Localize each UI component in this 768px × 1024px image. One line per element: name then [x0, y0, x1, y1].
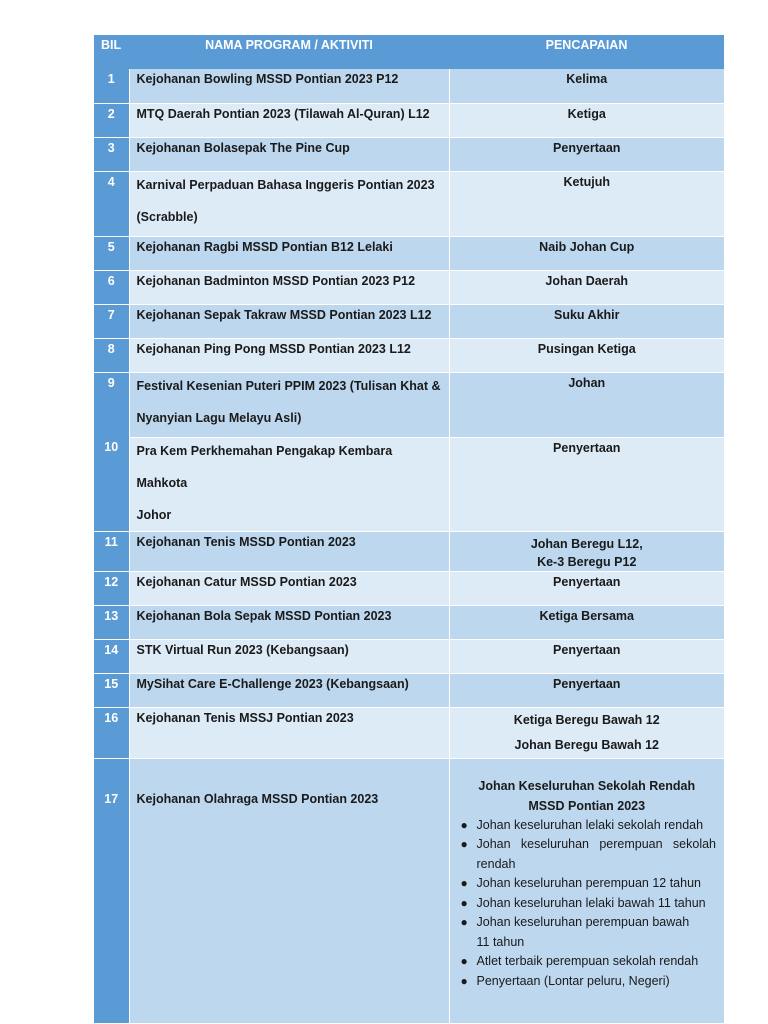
achievement: Suku Akhir	[449, 304, 724, 338]
row-number: 10	[94, 437, 129, 531]
bullet-text: Johan keseluruhan perempuan sekolah rendah	[476, 837, 716, 871]
achievement: Ketiga Bersama	[449, 605, 724, 639]
program-name: Kejohanan Sepak Takraw MSSD Pontian 2023 L12	[129, 304, 449, 338]
achievement: Johan	[449, 372, 724, 437]
table-row	[94, 639, 724, 673]
achievement-table	[94, 35, 724, 1024]
achievement: Penyertaan	[449, 437, 724, 531]
row-number: 3	[94, 137, 129, 171]
achievement: Johan Daerah	[449, 270, 724, 304]
row-number: 7	[94, 304, 129, 338]
table-header	[94, 35, 724, 69]
table-row	[94, 673, 724, 707]
program-name-line: Pra Kem Perkhemahan Pengakap Kembara Mahkota	[136, 443, 393, 490]
achievement-line: Johan Beregu Bawah 12	[514, 737, 659, 752]
table-row	[94, 69, 724, 103]
program-name	[129, 372, 449, 437]
row-number: 15	[94, 673, 129, 707]
achievement-title-line: Johan Keseluruhan Sekolah Rendah	[478, 778, 696, 793]
achievement-line: Johan Beregu L12,	[530, 536, 643, 551]
bullet-icon: ●	[460, 876, 468, 890]
program-name: Kejohanan Bowling MSSD Pontian 2023 P12	[129, 69, 449, 103]
table-row	[94, 531, 724, 571]
table-row	[94, 137, 724, 171]
table-row	[94, 605, 724, 639]
table-row	[94, 437, 724, 531]
program-name: Kejohanan Catur MSSD Pontian 2023	[129, 571, 449, 605]
row-number: 1	[94, 69, 129, 103]
row-number: 4	[94, 171, 129, 236]
achievement-title	[458, 776, 717, 816]
program-name-line: Karnival Perpaduan Bahasa Inggeris Pontian 2023	[136, 177, 435, 192]
row-number: 12	[94, 571, 129, 605]
achievement: Ketujuh	[449, 171, 724, 236]
row-number: 2	[94, 103, 129, 137]
achievement-line: Ketiga Beregu Bawah 12	[513, 712, 660, 727]
table-row	[94, 304, 724, 338]
list-item	[458, 952, 717, 972]
program-name-line: Festival Kesenian Puteri PPIM 2023 (Tulisan Khat &	[136, 378, 441, 393]
achievement	[449, 531, 724, 571]
achievement-line: Ke-3 Beregu P12	[537, 554, 637, 569]
row-number: 17	[94, 758, 129, 1023]
table-row	[94, 171, 724, 236]
program-name: STK Virtual Run 2023 (Kebangsaan)	[129, 639, 449, 673]
table-row	[94, 707, 724, 758]
achievement-title-line: MSSD Pontian 2023	[528, 798, 646, 813]
achievement: Penyertaan	[449, 571, 724, 605]
row-number: 6	[94, 270, 129, 304]
table-row	[94, 758, 724, 1023]
row-number: 9	[94, 372, 129, 437]
list-item	[458, 835, 717, 874]
list-item	[458, 874, 717, 894]
bullet-text: Johan keseluruhan perempuan 12 tahun	[476, 876, 701, 890]
list-item	[458, 913, 717, 952]
bullet-icon: ●	[460, 973, 468, 988]
achievement: Pusingan Ketiga	[449, 338, 724, 372]
program-name-line: (Scrabble)	[136, 209, 198, 224]
bullet-text: Johan keseluruhan lelaki bawah 11 tahun	[476, 895, 706, 910]
header-bil: BIL	[94, 35, 129, 69]
header-achievement: PENCAPAIAN	[449, 35, 724, 69]
program-name: Kejohanan Ping Pong MSSD Pontian 2023 L12	[129, 338, 449, 372]
list-item	[458, 816, 717, 836]
achievement: Penyertaan	[449, 673, 724, 707]
program-name: Kejohanan Bolasepak The Pine Cup	[129, 137, 449, 171]
bullet-icon: ●	[460, 915, 468, 929]
achievement	[449, 758, 724, 1023]
program-name: Kejohanan Badminton MSSD Pontian 2023 P12	[129, 270, 449, 304]
bullet-text: Johan keseluruhan lelaki sekolah rendah	[476, 817, 704, 832]
program-name-line: Nyanyian Lagu Melayu Asli)	[136, 410, 302, 425]
table-row	[94, 372, 724, 437]
program-name: MySihat Care E-Challenge 2023 (Kebangsaan)	[129, 673, 449, 707]
program-name	[129, 171, 449, 236]
table-row	[94, 270, 724, 304]
program-name: Kejohanan Olahraga MSSD Pontian 2023	[129, 758, 449, 1023]
achievement: Penyertaan	[449, 639, 724, 673]
bullet-icon: ●	[460, 954, 468, 968]
program-name: Kejohanan Tenis MSSD Pontian 2023	[129, 531, 449, 571]
bullet-icon: ●	[460, 837, 468, 851]
bullet-icon: ●	[460, 895, 468, 910]
achievement: Kelima	[449, 69, 724, 103]
header-program-name: NAMA PROGRAM / AKTIVITI	[129, 35, 449, 69]
row-number: 8	[94, 338, 129, 372]
bullet-text: Johan keseluruhan perempuan bawah 11 tahun	[476, 915, 690, 949]
achievement: Naib Johan Cup	[449, 236, 724, 270]
list-item	[458, 894, 717, 914]
row-number: 14	[94, 639, 129, 673]
bullet-text: Penyertaan (Lontar peluru, Negeri)	[476, 973, 670, 988]
achievement	[449, 707, 724, 758]
program-name: Kejohanan Bola Sepak MSSD Pontian 2023	[129, 605, 449, 639]
row-number: 5	[94, 236, 129, 270]
program-name: MTQ Daerah Pontian 2023 (Tilawah Al-Quran) L12	[129, 103, 449, 137]
list-item	[458, 972, 717, 992]
table-row	[94, 236, 724, 270]
program-name-line: Johor	[136, 507, 172, 522]
achievement: Penyertaan	[449, 137, 724, 171]
achievement-bullet-list	[458, 816, 717, 992]
bullet-text: Atlet terbaik perempuan sekolah rendah	[476, 954, 699, 968]
table-row	[94, 103, 724, 137]
program-name: Kejohanan Ragbi MSSD Pontian B12 Lelaki	[129, 236, 449, 270]
row-number: 13	[94, 605, 129, 639]
achievement: Ketiga	[449, 103, 724, 137]
bullet-icon: ●	[460, 817, 468, 832]
row-number: 16	[94, 707, 129, 758]
table-row	[94, 338, 724, 372]
program-name	[129, 437, 449, 531]
table-row	[94, 571, 724, 605]
program-name: Kejohanan Tenis MSSJ Pontian 2023	[129, 707, 449, 758]
row-number: 11	[94, 531, 129, 571]
